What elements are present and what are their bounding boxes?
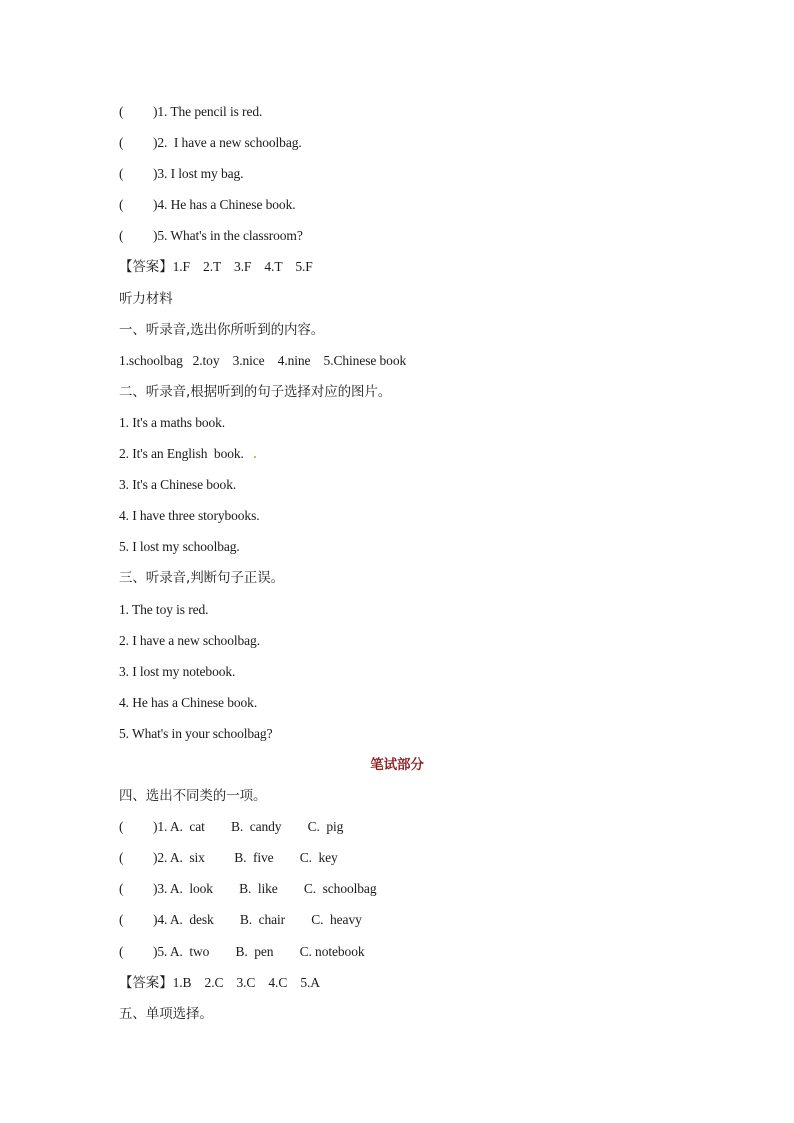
answer-paren: ( bbox=[119, 912, 124, 928]
question-item bbox=[119, 847, 679, 878]
answer-paren: ( bbox=[119, 881, 124, 897]
question-item bbox=[119, 878, 679, 909]
answer-text: 1.F 2.T 3.F 4.T 5.F bbox=[172, 259, 313, 275]
question-item bbox=[119, 816, 679, 847]
question-text: )5. What's in the classroom? bbox=[153, 228, 303, 244]
list-item-text: 2. It's an English book. bbox=[119, 446, 244, 462]
answer-paren: ( bbox=[119, 104, 124, 119]
question-text: )2. I have a new schoolbag. bbox=[153, 135, 302, 151]
written-section-title: 笔试部分 bbox=[370, 756, 424, 773]
question-text: )4. A. desk B. chair C. heavy bbox=[153, 912, 362, 928]
answer-paren: ( bbox=[119, 197, 124, 213]
answer-label: 【答案】 bbox=[119, 974, 173, 991]
answer-line bbox=[119, 256, 679, 287]
question-text: )3. A. look B. like C. schoolbag bbox=[153, 881, 377, 897]
list-item: 5. What's in your schoolbag? bbox=[119, 725, 273, 741]
question-item bbox=[119, 132, 679, 163]
question-item bbox=[119, 225, 679, 256]
list-item: 3. It's a Chinese book. bbox=[119, 477, 237, 493]
list-item: 2. I have a new schoolbag. bbox=[119, 632, 260, 648]
answer-paren: ( bbox=[119, 943, 124, 959]
section-heading-3: 三、听录音,判断句子正误。 bbox=[119, 570, 284, 587]
question-text: )1. A. cat B. candy C. pig bbox=[153, 819, 344, 835]
section-heading-1: 一、听录音,选出你所听到的内容。 bbox=[119, 321, 325, 338]
list-item: 4. He has a Chinese book. bbox=[119, 694, 258, 710]
section-heading-4: 四、选出不同类的一项。 bbox=[119, 788, 267, 805]
section-1-content: 1.schoolbag 2.toy 3.nice 4.nine 5.Chinese book bbox=[119, 352, 407, 368]
question-text: )1. The pencil is red. bbox=[153, 104, 263, 119]
written-section-title-row bbox=[119, 754, 675, 785]
document-page bbox=[119, 101, 679, 1034]
question-item bbox=[119, 941, 679, 972]
section-heading-5: 五、单项选择。 bbox=[119, 1005, 213, 1022]
list-item: 4. I have three storybooks. bbox=[119, 508, 260, 524]
question-item bbox=[119, 163, 679, 194]
section-heading-2: 二、听录音,根据听到的句子选择对应的图片。 bbox=[119, 383, 392, 400]
question-text: )2. A. six B. five C. key bbox=[153, 850, 338, 866]
question-item bbox=[119, 101, 679, 132]
answer-paren: ( bbox=[119, 850, 124, 866]
question-text: )5. A. two B. pen C. notebook bbox=[153, 943, 365, 959]
answer-paren: ( bbox=[119, 166, 124, 182]
list-item: 5. I lost my schoolbag. bbox=[119, 539, 240, 555]
answer-line bbox=[119, 972, 679, 1003]
answer-label: 【答案】 bbox=[119, 259, 173, 276]
list-item: 1. The toy is red. bbox=[119, 601, 209, 617]
answer-paren: ( bbox=[119, 135, 124, 151]
answer-paren: ( bbox=[119, 819, 124, 835]
dot-mark-icon bbox=[254, 456, 256, 458]
question-text: )3. I lost my bag. bbox=[153, 166, 244, 182]
list-item: 1. It's a maths book. bbox=[119, 414, 226, 430]
list-item bbox=[119, 443, 679, 474]
answer-paren: ( bbox=[119, 228, 124, 244]
list-item: 3. I lost my notebook. bbox=[119, 663, 236, 679]
question-item bbox=[119, 194, 679, 225]
question-text: )4. He has a Chinese book. bbox=[153, 197, 296, 213]
listening-title: 听力材料 bbox=[119, 290, 173, 307]
answer-text: 1.B 2.C 3.C 4.C 5.A bbox=[172, 974, 320, 990]
question-item bbox=[119, 909, 679, 940]
